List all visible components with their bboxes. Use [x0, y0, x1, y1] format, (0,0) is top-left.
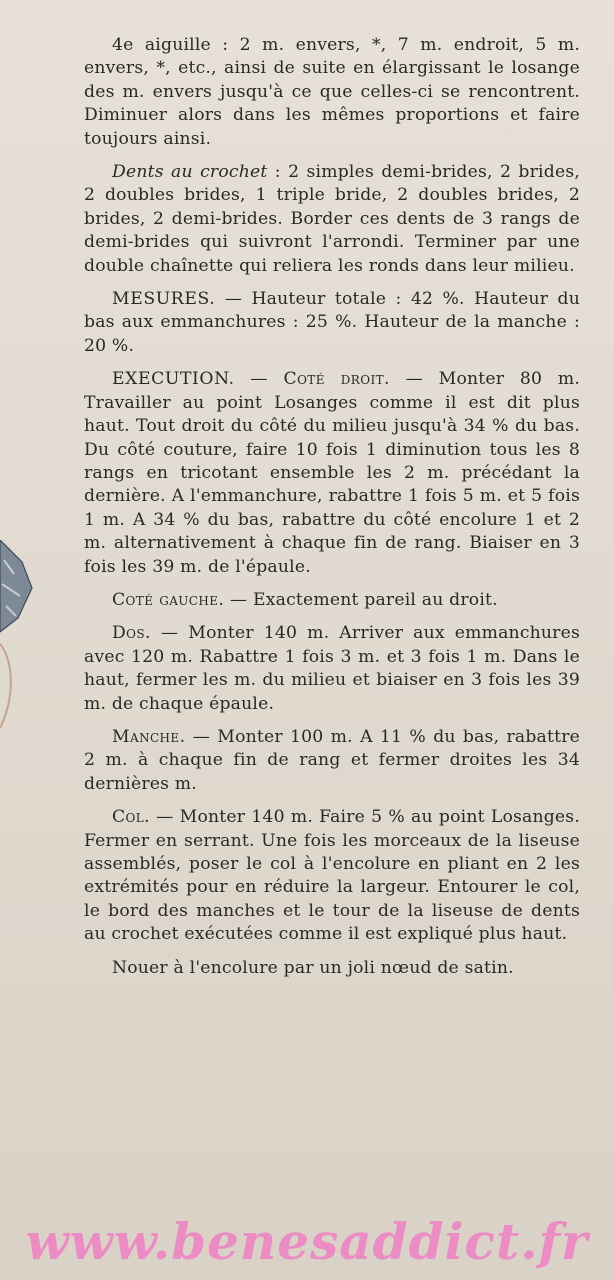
mesures-text: — Hauteur totale : 42 %. Hauteur du bas aux emmanchures : 25 %. Hauteur de la manche : 20 %.	[84, 289, 580, 356]
execution-heading: EXECUTION.	[112, 369, 235, 390]
watermark-url: www.benesaddict.fr	[25, 1212, 589, 1271]
paragraph-cote-gauche	[84, 589, 580, 612]
execution-text: — Monter 80 m. Travailler au point Losanges comme il est dit plus haut. Tout droit du côté du milieu jusqu'à 34 % du bas. Du côté couture, faire 10 fois 1 diminution tous les 8 rangs en tricotant ensemble les 2 m. précédant la dernière. A l'emmanchure, rabattre 1 fois 5 m. et 5 fois 1 m. A 34 % du bas, rabattre du côté encolure 1 et 2 m. alternativement à chaque fin de rang. Biaiser en 3 fois les 39 m. de l'épaule.	[84, 369, 581, 577]
execution-subheading: Coté droit.	[283, 369, 390, 390]
paragraph-col	[84, 806, 580, 946]
cote-gauche-text: — Exactement pareil au droit.	[224, 589, 498, 610]
paragraph-execution: EXECUTION. — Coté droit. — Monter 80 m. Travailler au point Losanges comme il est dit plus haut. Tout droit du côté du milieu jusqu'à 34 % du bas. Du côté couture, faire 10 fois 1 diminution tous les 8 rangs en tricotant ensemble les 2 m. précédant la dernière. A l'emmanchure, rabattre 1 fois 5 m. et 5 fois 1 m. A 34 % du bas, rabattre du côté encolure 1 et 2 m. alternativement à chaque fin de rang. Biaiser en 3 fois les 39 m. de l'épaule.	[84, 369, 581, 577]
manche-heading: Manche.	[112, 726, 186, 747]
paragraph-pattern-row: 4e aiguille : 2 m. envers, *, 7 m. endroit, 5 m. envers, *, etc., ainsi de suite en élargissant le losange des m. envers jusqu'à ce que celles-ci se rencontrent. Diminuer alors dans les mêmes proportions et faire toujours ainsi.	[84, 35, 580, 149]
crochet-teeth-text: : 2 simples demi-brides, 2 brides, 2 doubles brides, 1 triple bride, 2 doubles brides, 2 brides, 2 demi-brides. Border ces dents de 3 rangs de demi-brides qui suivront l'arrondi. Terminer par une double chaînette qui reliera les ronds dans leur milieu.	[84, 162, 581, 276]
cote-gauche-heading: Coté gauche.	[112, 589, 225, 610]
mesures-heading: MESURES.	[112, 289, 216, 310]
manche-text: — Monter 100 m. A 11 % du bas, rabattre 2 m. à chaque fin de rang et fermer droites les 34 dernières m.	[84, 726, 580, 794]
partial-illustration-image	[0, 540, 34, 730]
paragraph-crochet-teeth	[84, 161, 580, 278]
col-heading: Col.	[112, 807, 151, 828]
dos-text: — Monter 140 m. Arriver aux emmanchures avec 120 m. Rabattre 1 fois 3 m. et 3 fois 1 m. Dans le haut, fermer les m. du milieu et biaiser en 3 fois les 39 m. de chaque épaule.	[84, 623, 580, 714]
col-text: — Monter 140 m. Faire 5 % au point Losanges. Fermer en serrant. Une fois les morceaux de la liseuse assemblés, poser le col à l'encolure en pliant en 2 les extrémités pour en réduire la largeur. Entourer le col, le bord des manches et le tour de la liseuse de dents au crochet exécutées comme il est expliqué plus haut.	[84, 807, 580, 945]
crochet-teeth-heading: Dents au crochet	[112, 162, 268, 183]
article-text	[84, 34, 580, 990]
paragraph-dos	[84, 622, 580, 716]
paragraph-mesures	[84, 288, 580, 358]
paragraph-final: Nouer à l'encolure par un joli nœud de satin.	[112, 957, 514, 978]
dos-heading: Dos.	[112, 623, 151, 644]
paragraph-manche	[84, 726, 580, 796]
